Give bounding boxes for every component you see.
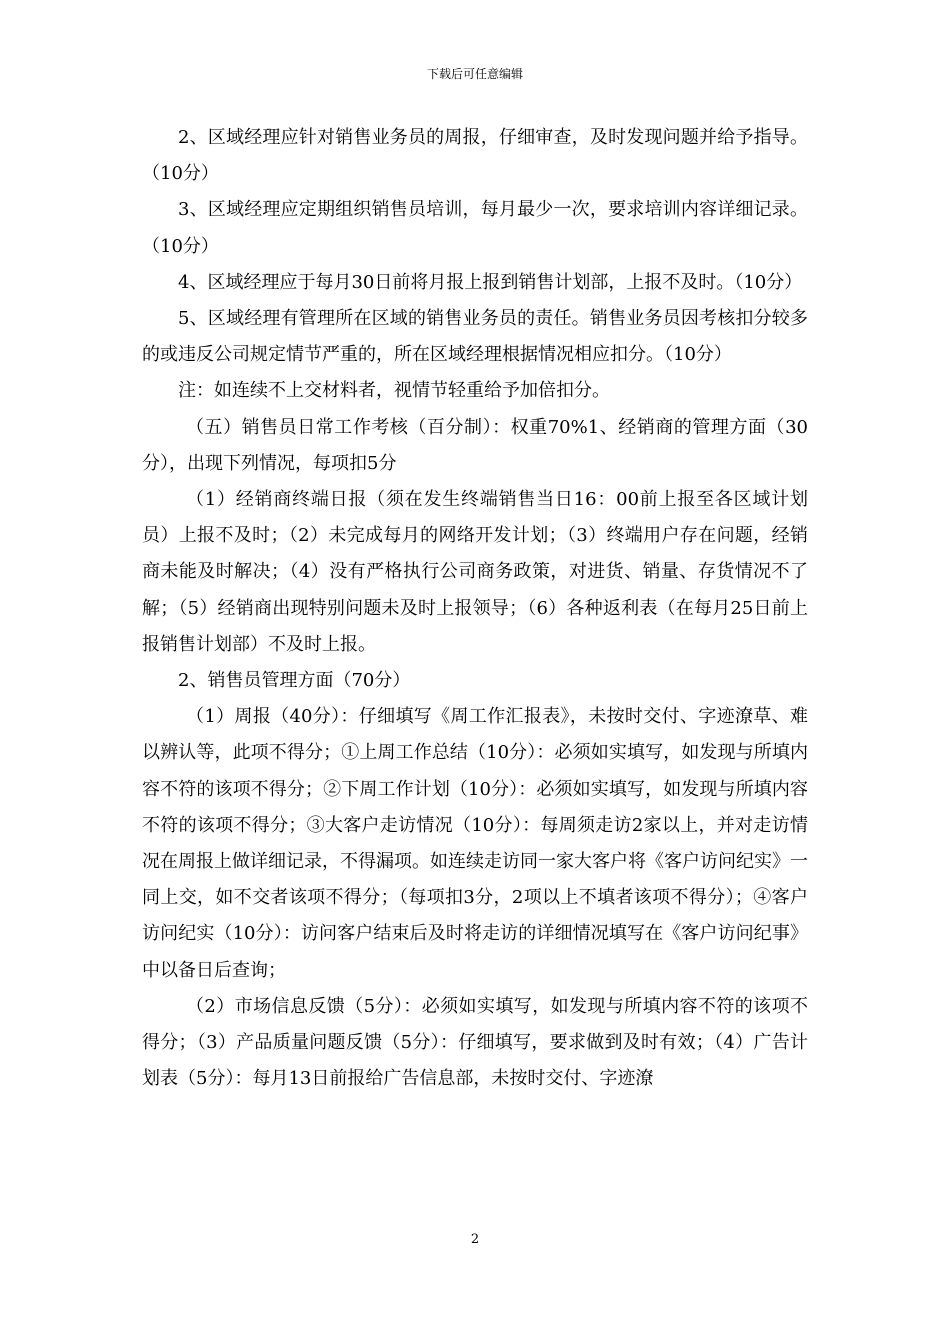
paragraph-item-3: 3、区域经理应定期组织销售员培训，每月最少一次，要求培训内容详细记录。（10分） bbox=[142, 199, 808, 257]
paragraph-section-five: （五）销售员日常工作考核（百分制）：权重70%1、经销商的管理方面（30分），出现下列情况，每项扣5分 bbox=[142, 416, 808, 474]
page-header: 下载后可任意编辑 bbox=[426, 67, 523, 81]
paragraph-item-2: 2、区域经理应针对销售业务员的周报，仔细审查，及时发现问题并给予指导。（10分） bbox=[142, 127, 808, 185]
paragraph-item-4: 4、区域经理应于每月30日前将月报上报到销售计划部，上报不及时。（10分） bbox=[178, 271, 803, 293]
document-body bbox=[142, 120, 808, 1097]
paragraph-salesperson-heading: 2、销售员管理方面（70分） bbox=[178, 670, 411, 692]
paragraph-note: 注：如连续不上交材料者，视情节轻重给予加倍扣分。 bbox=[178, 380, 610, 402]
paragraph-weekly-report: （1）周报（40分）：仔细填写《周工作汇报表》，未按时交付、字迹潦草、难以辨认等，此项不得分；①上周工作总结（10分）：必须如实填写，如发现与所填内容不符的该项不得分；②下周工作计划（10分）：必须如实填写，如发现与所填内容不符的该项不得分；③大客户走访情况（10分）：每周须走访2家以上，并对走访情况在周报上做详细记录，不得漏项。如连续走访同一家大客户将《客户访问纪实》一同上交，如不交者该项不得分；（每项扣3分，2项以上不填者该项不得分）；④客户访问纪实（10分）：访问客户结束后及时将走访的详细情况填写在《客户访问纪事》中以备日后查询； bbox=[142, 706, 808, 981]
paragraph-item-5: 5、区域经理有管理所在区域的销售业务员的责任。销售业务员因考核扣分较多的或违反公司规定情节严重的，所在区域经理根据情况相应扣分。（10分） bbox=[142, 308, 808, 366]
paragraph-market-feedback: （2）市场信息反馈（5分）：必须如实填写，如发现与所填内容不符的该项不得分；（3）产品质量问题反馈（5分）：仔细填写，要求做到及时有效；（4）广告计划表（5分）：每月13日前报给广告信息部，未按时交付、字迹潦 bbox=[142, 995, 808, 1090]
paragraph-dealer-items: （1）经销商终端日报（须在发生终端销售当日16：00前上报至各区域计划员）上报不及时；（2）未完成每月的网络开发计划；（3）终端用户存在问题，经销商未能及时解决；（4）没有严格执行公司商务政策，对进货、销量、存货情况不了解；（5）经销商出现特别问题未及时上报领导；（6）各种返利表（在每月25日前上报销售计划部）不及时上报。 bbox=[142, 489, 808, 655]
page-number: 2 bbox=[470, 1232, 480, 1247]
